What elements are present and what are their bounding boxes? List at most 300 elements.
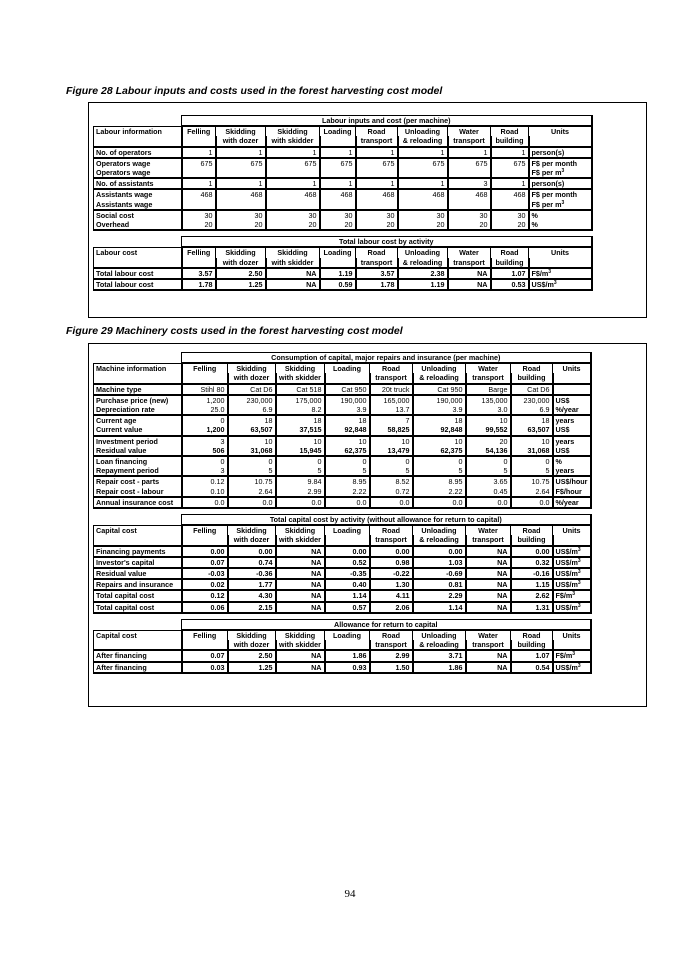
table-row	[94, 662, 640, 673]
section-title-row	[94, 619, 640, 630]
table-cell: 675	[216, 158, 266, 168]
consumption-of-capital-section	[94, 353, 640, 509]
column-header: Skidding	[216, 126, 266, 136]
column-subheader: transport	[448, 136, 491, 146]
table-cell: 468	[216, 189, 266, 199]
table-cell: 0.00	[413, 546, 466, 557]
table-cell: 0.40	[325, 579, 370, 590]
table-cell: 1	[266, 147, 320, 158]
column-subheader: & reloading	[398, 258, 448, 268]
unit-cell: %	[529, 220, 592, 230]
table-cell	[448, 168, 491, 178]
table-cell: NA	[466, 662, 511, 673]
table-cell: 5	[413, 466, 466, 476]
row-label: Machine type	[94, 384, 182, 395]
column-header: Skidding	[266, 247, 320, 257]
table-cell: 58,825	[370, 425, 413, 435]
table-cell: 6.9	[511, 405, 553, 415]
unit-cell: years	[553, 415, 591, 425]
units-header: Units	[553, 525, 591, 545]
row-label: Residual value	[94, 568, 182, 579]
table-cell: 5	[325, 466, 370, 476]
table-row	[94, 456, 640, 466]
table-cell: 0	[228, 456, 276, 466]
table-cell: 0.0	[413, 497, 466, 508]
row-label: No. of operators	[94, 147, 182, 158]
table-cell: 0	[325, 456, 370, 466]
figure-28-title: Figure 28 Labour inputs and costs used in the forest harvesting cost model	[66, 85, 443, 97]
table-row	[94, 220, 640, 230]
units-header: Units	[529, 247, 592, 267]
column-header: Skidding	[276, 630, 325, 640]
table-cell: 0.10	[182, 487, 228, 497]
table-cell: 13.7	[370, 405, 413, 415]
table-cell: 0.12	[182, 476, 228, 486]
row-label: Residual value	[94, 446, 182, 456]
table-row	[94, 650, 640, 661]
row-label: Assistants wage	[94, 189, 182, 199]
table-cell: NA	[466, 590, 511, 601]
column-header: Loading	[320, 126, 356, 136]
table-cell: NA	[466, 557, 511, 568]
table-cell: 10	[511, 436, 553, 446]
row-label: Investment period	[94, 436, 182, 446]
unit-cell: F$ per month	[529, 158, 592, 168]
column-header: Road	[356, 247, 398, 257]
column-header: Water	[466, 525, 511, 535]
unit-cell: $US\$/m^3$	[553, 662, 591, 673]
table-cell: Cat 950	[413, 384, 466, 395]
table-cell: 1.50	[370, 662, 413, 673]
table-cell: 1.14	[413, 602, 466, 613]
unit-cell: $US\$/m^3$	[553, 602, 591, 613]
table-cell: NA	[276, 650, 325, 661]
table-cell: 30	[216, 210, 266, 220]
section-title-row	[94, 237, 640, 248]
table-cell: 20	[398, 220, 448, 230]
column-subheader	[320, 258, 356, 268]
column-header: Skidding	[228, 630, 276, 640]
table-cell: 25.0	[182, 405, 228, 415]
unit-cell: $US\$/m^3$	[529, 279, 592, 290]
table-cell: 54,136	[466, 446, 511, 456]
column-header: Unloading	[413, 630, 466, 640]
column-subheader: with dozer	[216, 258, 266, 268]
table-cell: 2.62	[511, 590, 553, 601]
table-cell: 2.64	[511, 487, 553, 497]
labour-table	[93, 115, 640, 291]
row-label: Total capital cost	[94, 602, 182, 613]
table-row	[94, 279, 640, 290]
table-cell: 3.71	[413, 650, 466, 661]
table-cell: -0.16	[511, 568, 553, 579]
table-cell: 1,200	[182, 395, 228, 405]
table-cell: 675	[182, 158, 216, 168]
column-header: Skidding	[216, 247, 266, 257]
row-label: Current age	[94, 415, 182, 425]
row-label: Loan financing	[94, 456, 182, 466]
table-cell: 468	[266, 189, 320, 199]
column-header-row	[94, 525, 640, 535]
unit-cell	[553, 384, 591, 395]
table-row	[94, 568, 640, 579]
table-cell: -0.03	[182, 568, 228, 579]
table-cell: 0	[466, 456, 511, 466]
row-label: Annual insurance cost	[94, 497, 182, 508]
table-cell: 1.31	[511, 602, 553, 613]
table-row	[94, 466, 640, 476]
column-subheader: transport	[466, 640, 511, 650]
column-header: Felling	[182, 247, 216, 257]
table-cell: NA	[266, 268, 320, 279]
table-cell: 20	[491, 220, 529, 230]
table-cell: -0.36	[228, 568, 276, 579]
column-subheader: & reloading	[413, 640, 466, 650]
column-header: Felling	[182, 126, 216, 136]
table-cell: 1,200	[182, 425, 228, 435]
table-cell: 1.07	[491, 268, 529, 279]
table-row	[94, 425, 640, 435]
table-cell: 0.0	[466, 497, 511, 508]
column-subheader: with dozer	[228, 535, 276, 545]
column-header: Loading	[325, 630, 370, 640]
table-cell: 3.57	[356, 268, 398, 279]
table-cell: 1	[320, 147, 356, 158]
table-cell: 506	[182, 446, 228, 456]
figure-28-frame	[88, 102, 647, 318]
table-cell: 2.64	[228, 487, 276, 497]
column-subheader: with skidder	[276, 640, 325, 650]
table-cell: NA	[466, 546, 511, 557]
table-cell: 0.07	[182, 650, 228, 661]
row-label: Depreciation rate	[94, 405, 182, 415]
table-cell: Cat 950	[325, 384, 370, 395]
table-cell: 1	[448, 147, 491, 158]
column-header-row	[94, 363, 640, 373]
table-cell: 18	[325, 415, 370, 425]
table-row	[94, 446, 640, 456]
section-title: Allowance for return to capital	[182, 619, 591, 630]
table-cell: 0	[182, 415, 228, 425]
table-cell: 0.0	[370, 497, 413, 508]
table-cell: 31,068	[511, 446, 553, 456]
section-title: Labour inputs and cost (per machine)	[182, 116, 592, 127]
column-subheader: transport	[448, 258, 491, 268]
table-cell: 1	[398, 178, 448, 189]
table-cell: 230,000	[511, 395, 553, 405]
table-cell: 1.86	[325, 650, 370, 661]
table-cell: 0.0	[325, 497, 370, 508]
unit-cell: F$ per $m^3$	[529, 168, 592, 178]
table-cell: 0.00	[370, 546, 413, 557]
column-subheader: & reloading	[413, 373, 466, 383]
table-cell: 675	[448, 158, 491, 168]
column-header: Skidding	[276, 525, 325, 535]
table-cell	[491, 200, 529, 210]
table-cell: 0	[511, 456, 553, 466]
unit-cell: $US\$/m^3$	[553, 568, 591, 579]
table-cell: 190,000	[413, 395, 466, 405]
table-row	[94, 158, 640, 168]
table-cell: 5	[276, 466, 325, 476]
table-cell: 0.72	[370, 487, 413, 497]
table-cell: 0.12	[182, 590, 228, 601]
total-capital-cost-section	[94, 515, 640, 613]
table-cell	[216, 168, 266, 178]
table-cell: NA	[466, 602, 511, 613]
column-header: Felling	[182, 630, 228, 640]
table-cell: 20t truck	[370, 384, 413, 395]
table-cell: 2.50	[216, 268, 266, 279]
table-row	[94, 168, 640, 178]
row-header-label: Labour information	[94, 126, 182, 146]
table-cell: 468	[448, 189, 491, 199]
table-cell: 3.9	[325, 405, 370, 415]
table-cell: 0.0	[182, 497, 228, 508]
table-cell: 20	[448, 220, 491, 230]
column-header: Felling	[182, 525, 228, 535]
row-label: Purchase price (new)	[94, 395, 182, 405]
table-cell	[182, 168, 216, 178]
table-cell: 0.0	[228, 497, 276, 508]
unit-cell: $F\$/m^3$	[553, 590, 591, 601]
section-title: Total labour cost by activity	[182, 237, 592, 248]
table-cell: 18	[228, 415, 276, 425]
table-cell: 0.54	[511, 662, 553, 673]
table-cell: 0.00	[511, 546, 553, 557]
table-cell: 5	[511, 466, 553, 476]
column-header: Road	[370, 363, 413, 373]
table-cell: 1	[356, 178, 398, 189]
row-label: No. of assistants	[94, 178, 182, 189]
table-cell: 0.98	[370, 557, 413, 568]
table-cell: 18	[511, 415, 553, 425]
table-cell: 1.19	[320, 268, 356, 279]
table-cell: 0	[413, 456, 466, 466]
column-header-row	[94, 630, 640, 640]
table-cell: 2.99	[276, 487, 325, 497]
table-cell: 0.32	[511, 557, 553, 568]
row-label: Social cost	[94, 210, 182, 220]
table-cell: 0.0	[511, 497, 553, 508]
table-cell: 13,479	[370, 446, 413, 456]
table-cell: NA	[276, 662, 325, 673]
return-to-capital-section	[94, 619, 640, 673]
table-cell: 20	[466, 436, 511, 446]
column-subheader: transport	[466, 535, 511, 545]
column-subheader: transport	[466, 373, 511, 383]
table-cell: 0	[370, 456, 413, 466]
table-cell: 10	[413, 436, 466, 446]
table-cell: 3	[182, 466, 228, 476]
table-cell: 1	[356, 147, 398, 158]
table-cell: 1	[491, 147, 529, 158]
column-header: Loading	[320, 247, 356, 257]
column-subheader: building	[491, 136, 529, 146]
column-header-row	[94, 126, 640, 136]
table-row	[94, 546, 640, 557]
figure-29-title: Figure 29 Machinery costs used in the forest harvesting cost model	[66, 325, 403, 337]
row-label: Repair cost - labour	[94, 487, 182, 497]
table-cell	[320, 200, 356, 210]
column-header: Road	[370, 630, 413, 640]
table-row	[94, 200, 640, 210]
table-cell: 20	[216, 220, 266, 230]
table-cell: 1	[266, 178, 320, 189]
table-cell: 1.78	[356, 279, 398, 290]
table-cell	[398, 168, 448, 178]
column-header: Water	[466, 630, 511, 640]
table-cell: 135,000	[466, 395, 511, 405]
table-cell	[356, 200, 398, 210]
table-cell: 1	[216, 147, 266, 158]
table-cell: 15,945	[276, 446, 325, 456]
table-cell: 10.75	[228, 476, 276, 486]
table-cell: 2.50	[228, 650, 276, 661]
labour-inputs-section	[94, 116, 640, 231]
column-subheader	[182, 136, 216, 146]
table-cell: 62,375	[413, 446, 466, 456]
section-title-row	[94, 515, 640, 526]
row-label: Total labour cost	[94, 268, 182, 279]
table-cell: 20	[182, 220, 216, 230]
table-cell: 8.95	[325, 476, 370, 486]
table-cell: 31,068	[228, 446, 276, 456]
column-subheader: building	[511, 373, 553, 383]
table-cell: 1.78	[182, 279, 216, 290]
table-cell: 3	[182, 436, 228, 446]
unit-cell: years	[553, 436, 591, 446]
column-subheader: & reloading	[398, 136, 448, 146]
table-cell: 0.02	[182, 579, 228, 590]
table-cell: 30	[182, 210, 216, 220]
unit-cell: F$ per $m^3$	[529, 200, 592, 210]
table-cell: 1.15	[511, 579, 553, 590]
table-cell: 468	[356, 189, 398, 199]
unit-cell: $F\$/m^3$	[553, 650, 591, 661]
table-cell: 63,507	[228, 425, 276, 435]
table-cell: 5	[466, 466, 511, 476]
table-cell	[448, 200, 491, 210]
table-cell	[491, 168, 529, 178]
unit-cell: US$	[553, 395, 591, 405]
column-header: Road	[491, 247, 529, 257]
table-row	[94, 405, 640, 415]
table-cell: 92,848	[325, 425, 370, 435]
table-cell: 62,375	[325, 446, 370, 456]
units-header: Units	[529, 126, 592, 146]
column-header: Road	[511, 630, 553, 640]
column-subheader: building	[511, 535, 553, 545]
column-subheader	[320, 136, 356, 146]
table-cell: 675	[398, 158, 448, 168]
unit-cell: person(s)	[529, 147, 592, 158]
table-cell: 190,000	[325, 395, 370, 405]
row-header-label: Machine information	[94, 363, 182, 383]
table-cell: 1.77	[228, 579, 276, 590]
row-label: Operators wage	[94, 158, 182, 168]
row-header-label: Labour cost	[94, 247, 182, 267]
table-cell: 1.07	[511, 650, 553, 661]
table-cell: 1.30	[370, 579, 413, 590]
table-cell: 1.25	[216, 279, 266, 290]
table-cell: -0.35	[325, 568, 370, 579]
table-cell: 0.81	[413, 579, 466, 590]
table-cell: NA	[448, 279, 491, 290]
table-cell	[216, 200, 266, 210]
table-row	[94, 436, 640, 446]
table-cell: NA	[448, 268, 491, 279]
table-cell: 2.22	[325, 487, 370, 497]
table-cell: NA	[276, 557, 325, 568]
table-cell: 9.84	[276, 476, 325, 486]
unit-cell: %	[553, 456, 591, 466]
column-subheader	[325, 373, 370, 383]
table-cell: 0.07	[182, 557, 228, 568]
column-header: Water	[448, 247, 491, 257]
column-subheader: with skidder	[276, 535, 325, 545]
table-row	[94, 178, 640, 189]
unit-cell: F$/hour	[553, 487, 591, 497]
table-cell: 3.57	[182, 268, 216, 279]
table-cell: 1	[182, 147, 216, 158]
table-cell: Cat D6	[511, 384, 553, 395]
table-cell: 675	[320, 158, 356, 168]
table-row	[94, 487, 640, 497]
table-cell: NA	[276, 546, 325, 557]
table-cell: 2.29	[413, 590, 466, 601]
row-label: Total capital cost	[94, 590, 182, 601]
table-row	[94, 557, 640, 568]
column-subheader	[182, 258, 216, 268]
table-cell: 4.30	[228, 590, 276, 601]
column-header: Road	[511, 363, 553, 373]
table-row	[94, 415, 640, 425]
table-cell: 1	[216, 178, 266, 189]
column-subheader	[182, 640, 228, 650]
row-label: Operators wage	[94, 168, 182, 178]
row-label: Repayment period	[94, 466, 182, 476]
table-row	[94, 476, 640, 486]
table-cell: 5	[370, 466, 413, 476]
table-cell: 2.06	[370, 602, 413, 613]
table-cell: -0.69	[413, 568, 466, 579]
column-subheader: transport	[370, 535, 413, 545]
table-cell: 0	[182, 456, 228, 466]
table-cell: 0.0	[276, 497, 325, 508]
row-header-label: Capital cost	[94, 525, 182, 545]
column-header: Water	[466, 363, 511, 373]
table-cell: 4.11	[370, 590, 413, 601]
unit-cell: years	[553, 466, 591, 476]
row-label: After financing	[94, 650, 182, 661]
column-subheader: transport	[370, 373, 413, 383]
table-row	[94, 147, 640, 158]
row-label: Assistants wage	[94, 200, 182, 210]
table-cell: 0.00	[228, 546, 276, 557]
table-cell: 10	[466, 415, 511, 425]
units-header: Units	[553, 630, 591, 650]
unit-cell: US$/hour	[553, 476, 591, 486]
column-header: Unloading	[398, 247, 448, 257]
table-cell: 468	[182, 189, 216, 199]
column-header: Unloading	[413, 363, 466, 373]
table-cell: 63,507	[511, 425, 553, 435]
table-cell: 30	[320, 210, 356, 220]
table-cell: Cat 518	[276, 384, 325, 395]
table-cell: 1.03	[413, 557, 466, 568]
column-header: Water	[448, 126, 491, 136]
